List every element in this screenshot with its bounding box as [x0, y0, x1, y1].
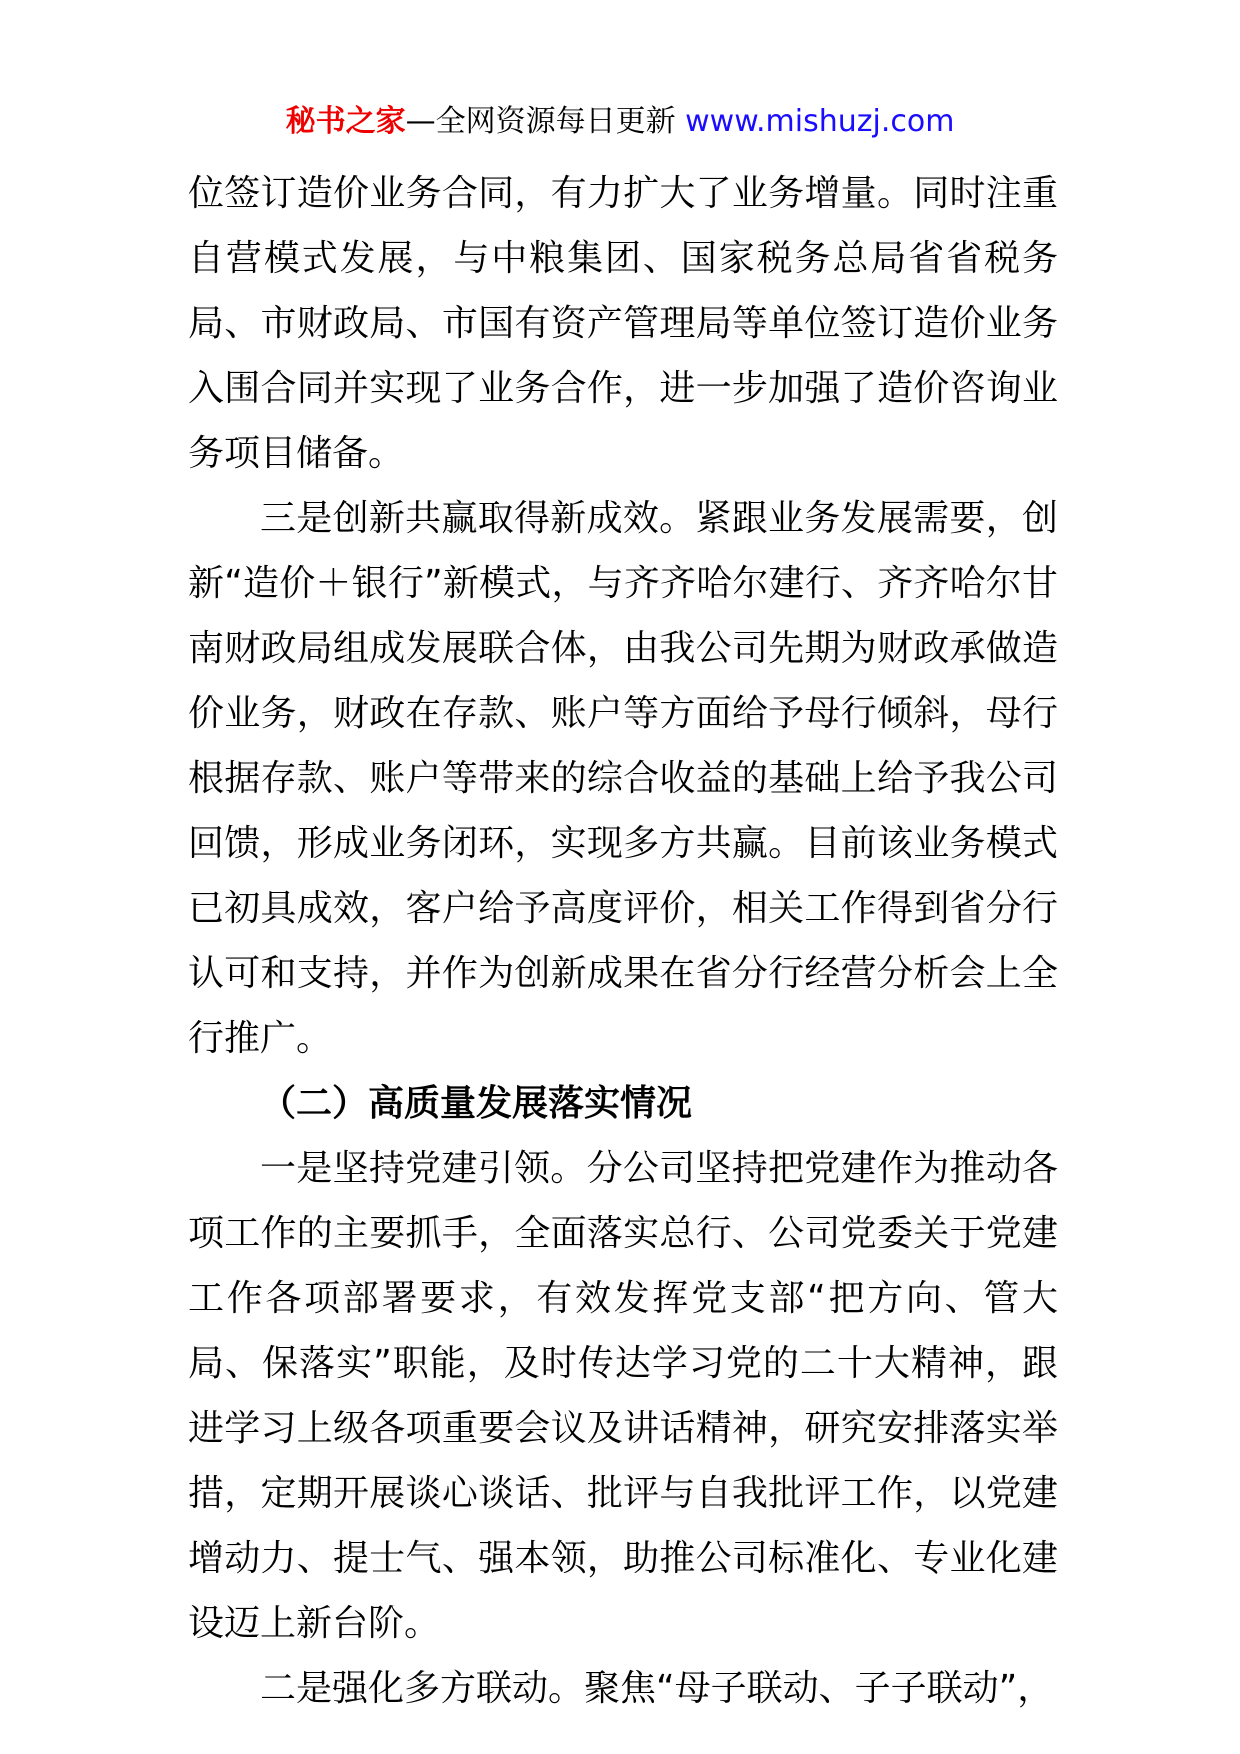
header-tagline: —全网资源每日更新 — [405, 104, 676, 139]
paragraph-linkage: 二是强化多方联动。聚焦“母子联动、子子联动”， — [260, 1668, 1054, 1709]
paragraph-continuation: 位签订造价业务合同，有力扩大了业务增量。同时注重自营模式发展，与中粮集团、国家税务总局省省税务局、市财政局、市国有资产管理局等单位签订造价业务入围合同并实现了业务合作，进一步加强了造价咨询业务项目储备。 — [188, 173, 1058, 474]
brand-name: 秘书之家 — [285, 104, 406, 139]
site-url-link[interactable]: www.mishuzj.com — [685, 104, 955, 139]
paragraph-innovation: 三是创新共赢取得新成效。紧跟业务发展需要，创新“造价＋银行”新模式，与齐齐哈尔建行、齐齐哈尔甘南财政局组成发展联合体，由我公司先期为财政承做造价业务，财政在存款、账户等方面给予母行倾斜，母行根据存款、账户等带来的综合收益的基础上给予我公司回馈，形成业务闭环，实现多方共赢。目前该业务模式已初具成效，客户给予高度评价，相关工作得到省分行认可和支持，并作为创新成果在省分行经营分析会上全行推广。 — [188, 498, 1058, 1059]
section-heading: （二）高质量发展落实情况 — [260, 1083, 693, 1124]
document-body — [188, 161, 1058, 1721]
site-header — [0, 102, 1240, 142]
paragraph-party-building: 一是坚持党建引领。分公司坚持把党建作为推动各项工作的主要抓手，全面落实总行、公司党委关于党建工作各项部署要求，有效发挥党支部“把方向、管大局、保落实”职能，及时传达学习党的二十大精神，跟进学习上级各项重要会议及讲话精神，研究安排落实举措，定期开展谈心谈话、批评与自我批评工作，以党建增动力、提士气、强本领，助推公司标准化、专业化建设迈上新台阶。 — [188, 1148, 1058, 1644]
